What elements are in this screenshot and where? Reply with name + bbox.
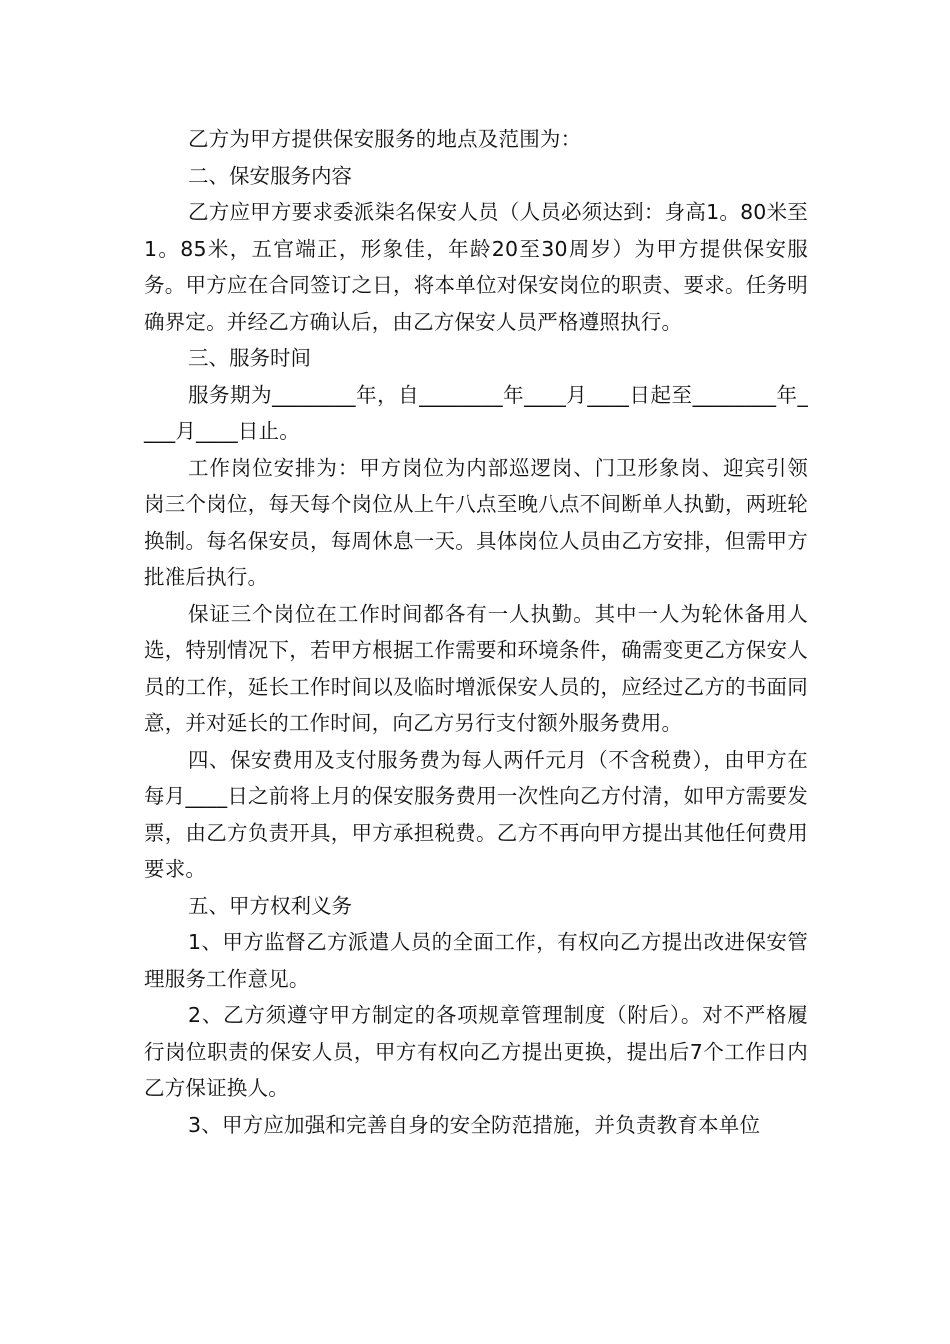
- paragraph-fees: 四、保安费用及支付服务费为每人两仟元月（不含税费），由甲方在每月____日之前将上月的保安服务费用一次性向乙方付清，如甲方需要发票，由乙方负责开具，甲方承担税费。乙方不再向甲方提出其他任何费用要求。: [144, 747, 808, 881]
- clause-5-1: 1、甲方监督乙方派遣人员的全面工作，有权向乙方提出改进保安管理服务工作意见。: [144, 930, 808, 991]
- paragraph-service-content: 乙方应甲方要求委派柒名保安人员（人员必须达到：身高1。80米至1。85米，五官端正，形象佳，年龄20至30周岁）为甲方提供保安服务。甲方应在合同签订之日，将本单位对保安岗位的职责、要求。任务明确界定。并经乙方确认后，由乙方保安人员严格遵照执行。: [144, 200, 808, 334]
- paragraph-post-arrangement: 工作岗位安排为：甲方岗位为内部巡逻岗、门卫形象岗、迎宾引领岗三个岗位，每天每个岗位从上午八点至晚八点不间断单人执勤，两班轮换制。每名保安员，每周休息一天。具体岗位人员由乙方安排，但需甲方批准后执行。: [144, 455, 808, 589]
- paragraph-service-period: 服务期为________年，自________年____月____日起至________年____月____日止。: [144, 382, 808, 443]
- clause-5-3: 3、甲方应加强和完善自身的安全防范措施，并负责教育本单位: [188, 1112, 761, 1137]
- clause-5-2: 2、乙方须遵守甲方制定的各项规章管理制度（附后）。对不严格履行岗位职责的保安人员，甲方有权向乙方提出更换，提出后7个工作日内乙方保证换人。: [144, 1003, 808, 1100]
- paragraph-duty-guarantee: 保证三个岗位在工作时间都各有一人执勤。其中一人为轮休备用人选，特别情况下，若甲方根据工作需要和环境条件，确需变更乙方保安人员的工作，延长工作时间以及临时增派保安人员的，应经过乙方的书面同意，并对延长的工作时间，向乙方另行支付额外服务费用。: [144, 601, 808, 735]
- paragraph-service-location: 乙方为甲方提供保安服务的地点及范围为：: [188, 127, 582, 151]
- section-heading-party-a-rights: 五、甲方权利义务: [188, 893, 352, 918]
- section-heading-service-content: 二、保安服务内容: [188, 163, 352, 188]
- section-heading-service-time: 三、服务时间: [188, 346, 311, 370]
- document-body: [144, 121, 808, 1143]
